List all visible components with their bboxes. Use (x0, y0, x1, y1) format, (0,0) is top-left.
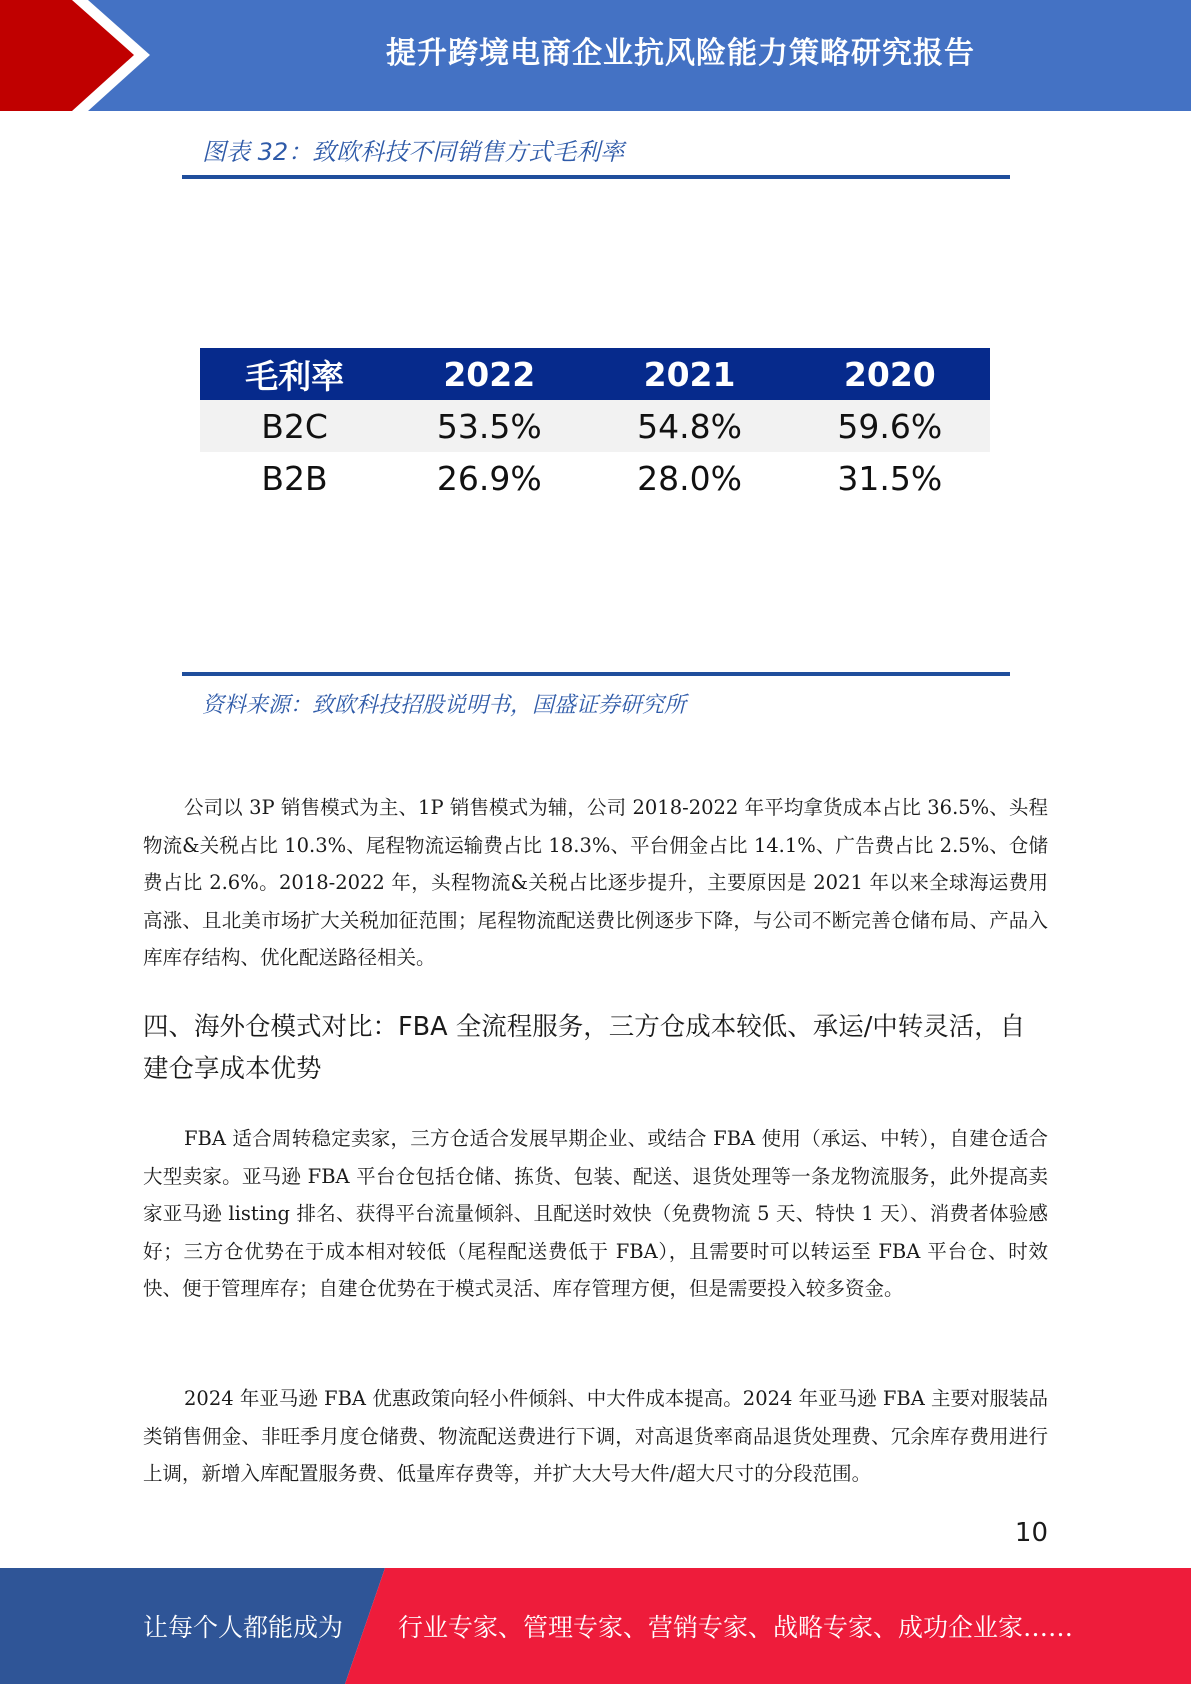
table-cell: 59.6% (790, 400, 990, 452)
gross-margin-table (200, 348, 990, 504)
body-paragraph: 2024 年亚马逊 FBA 优惠政策向轻小件倾斜、中大件成本提高。2024 年亚马逊 FBA 主要对服装品类销售佣金、非旺季月度仓储费、物流配送费进行下调，对高退货率商品退货处理费、冗余库存费用进行上调，新增入库配置服务费、低量库存费等，并扩大大号大件/超大尺寸的分段范围。 (143, 1387, 1048, 1485)
table-cell: B2B (200, 452, 389, 504)
table-header-cell: 2022 (389, 348, 589, 400)
header-chevron-decoration (0, 0, 150, 111)
table-cell: 31.5% (790, 452, 990, 504)
table-cell: 26.9% (389, 452, 589, 504)
table-row (200, 400, 990, 452)
body-paragraph: FBA 适合周转稳定卖家，三方仓适合发展早期企业、或结合 FBA 使用（承运、中转），自建仓适合大型卖家。亚马逊 FBA 平台仓包括仓储、拣货、包装、配送、退货处理等一条龙物流服务，此外提高卖家亚马逊 listing 排名、获得平台流量倾斜、且配送时效快（免费物流 5 天、特快 1 天）、消费者体验感好；三方仓优势在于成本相对较低（尾程配送费低于 FBA），且需要时可以转运至 FBA 平台仓、时效快、便于管理库存；自建仓优势在于模式灵活、库存管理方便，但是需要投入较多资金。 (143, 1127, 1048, 1300)
figure-bottom-rule (182, 672, 1010, 676)
report-title: 提升跨境电商企业抗风险能力策略研究报告 (386, 36, 975, 71)
footer-slogan-left: 让每个人都能成为 (143, 1613, 344, 1642)
figure-source-note: 资料来源：致欧科技招股说明书，国盛证券研究所 (202, 693, 687, 718)
footer-slogan-right: 行业专家、管理专家、营销专家、战略专家、成功企业家…… (398, 1613, 1074, 1642)
table-cell: 54.8% (589, 400, 789, 452)
figure-top-rule (182, 175, 1010, 179)
table-header-cell: 毛利率 (200, 348, 389, 400)
page-number: 10 (1014, 1518, 1048, 1548)
table-header-row (200, 348, 990, 400)
table-cell: 53.5% (389, 400, 589, 452)
body-paragraph: 公司以 3P 销售模式为主、1P 销售模式为辅，公司 2018-2022 年平均拿货成本占比 36.5%、头程物流&关税占比 10.3%、尾程物流运输费占比 18.3%、平台佣金占比 14.1%、广告费占比 2.5%、仓储费占比 2.6%。2018-2022 年，头程物流&关税占比逐步提升，主要原因是 2021 年以来全球海运费用高涨、且北美市场扩大关税加征范围；尾程物流配送费比例逐步下降，与公司不断完善仓储布局、产品入库库存结构、优化配送路径相关。 (143, 796, 1048, 969)
table-cell: B2C (200, 400, 389, 452)
table-row (200, 452, 990, 504)
table-header-cell: 2020 (790, 348, 990, 400)
table-header-cell: 2021 (589, 348, 789, 400)
table-cell: 28.0% (589, 452, 789, 504)
page-header (0, 0, 1191, 111)
figure-caption: 图表 32：致欧科技不同销售方式毛利率 (202, 138, 625, 166)
page-footer (0, 1568, 1191, 1684)
section-heading: 四、海外仓模式对比：FBA 全流程服务，三方仓成本较低、承运/中转灵活，自建仓享成本优势 (143, 1012, 1026, 1084)
